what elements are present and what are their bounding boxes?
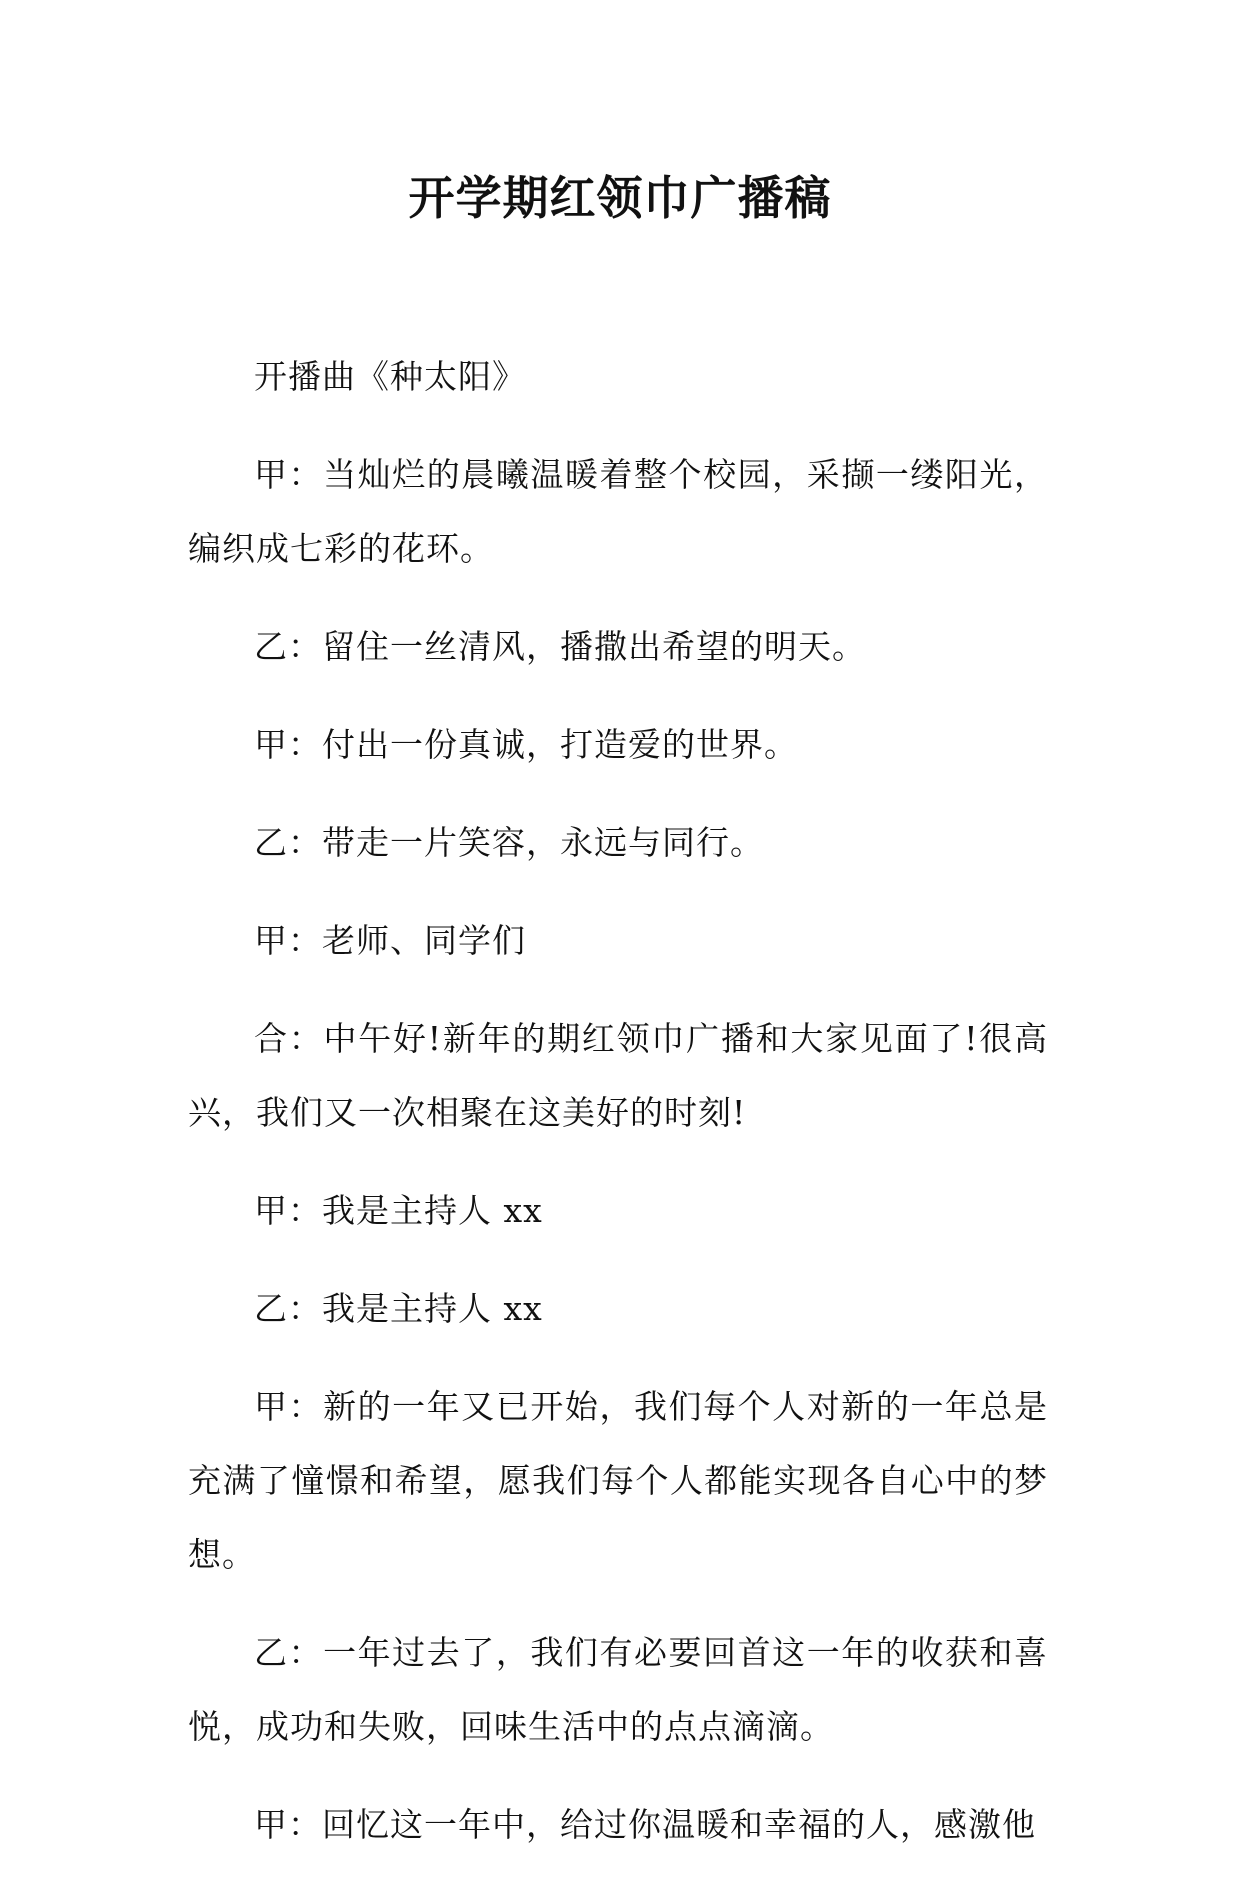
paragraph: 乙：留住一丝清风，播撒出希望的明天。 xyxy=(254,627,866,666)
document-title: 开学期红领巾广播稿 xyxy=(408,171,832,225)
document-body xyxy=(188,340,1048,1886)
paragraph: 乙：一年过去了，我们有必要回首这一年的收获和喜悦，成功和失败，回味生活中的点点滴滴。 xyxy=(188,1633,1048,1746)
paragraph: 甲：付出一份真诚，打造爱的世界。 xyxy=(254,725,798,764)
paragraph: 甲：当灿烂的晨曦温暖着整个校园，采撷一缕阳光，编织成七彩的花环。 xyxy=(188,455,1048,568)
paragraph: 甲：我是主持人 xx xyxy=(254,1191,543,1230)
paragraph: 甲：新的一年又已开始，我们每个人对新的一年总是充满了憧憬和希望，愿我们每个人都能实现各自心中的梦想。 xyxy=(188,1387,1048,1574)
paragraph: 甲：老师、同学们 xyxy=(254,921,526,960)
paragraph: 开播曲《种太阳》 xyxy=(254,357,526,396)
paragraph: 甲：回忆这一年中，给过你温暖和幸福的人，感激他 xyxy=(254,1805,1036,1844)
paragraph: 合：中午好!新年的期红领巾广播和大家见面了!很高兴，我们又一次相聚在这美好的时刻! xyxy=(188,1019,1048,1132)
paragraph: 乙：我是主持人 xx xyxy=(254,1289,543,1328)
paragraph: 乙：带走一片笑容，永远与同行。 xyxy=(254,823,764,862)
